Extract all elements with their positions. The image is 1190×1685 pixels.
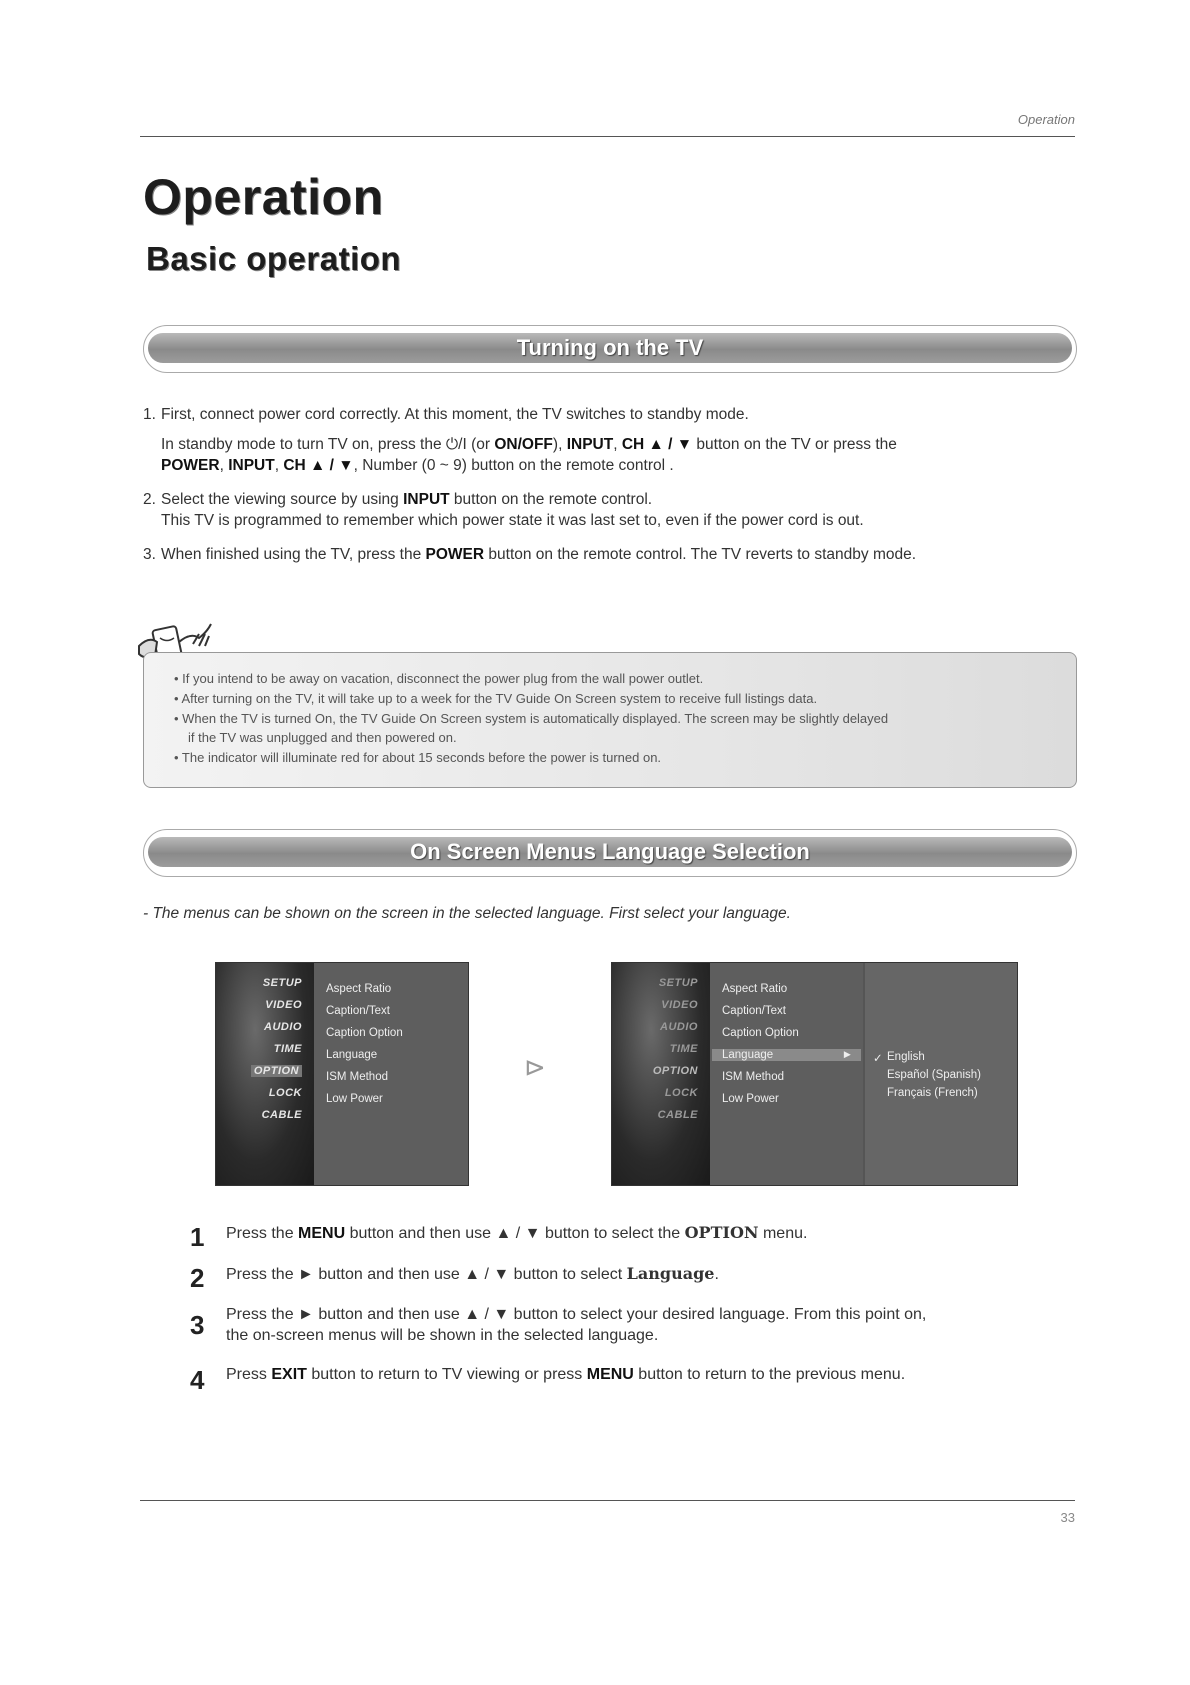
menu-items-panel <box>710 963 863 1185</box>
turning-on-steps <box>143 404 1073 565</box>
menu-item-caption-text: Caption/Text <box>326 1005 390 1017</box>
step-text-3: Press the ► button and then use ▲ / ▼ button to select your desired language. From this point on, the on-screen menus will be shown in the selected language. <box>226 1306 927 1344</box>
note-line-4: if the TV was unplugged and then powered on. <box>188 730 457 745</box>
menu-cat-setup: SETUP <box>262 977 302 989</box>
menu-screenshot-option <box>215 962 469 1186</box>
menu-cat-cable: CABLE <box>657 1109 698 1121</box>
menu-item-caption-option: Caption Option <box>722 1027 799 1039</box>
menu-item-low-power: Low Power <box>722 1093 779 1105</box>
menu-cat-setup: SETUP <box>658 977 698 989</box>
menu-item-aspect-ratio: Aspect Ratio <box>722 983 788 995</box>
menu-submenu-panel <box>865 963 1017 1185</box>
page-number: 33 <box>1060 1510 1075 1525</box>
menu-item-language: Language <box>326 1049 378 1061</box>
menu-item-low-power: Low Power <box>326 1093 383 1105</box>
note-line-3: • When the TV is turned On, the TV Guide On Screen system is automatically displayed. The screen may be slightly delayed <box>174 711 889 726</box>
step2: 2. Select the viewing source by using INPUT button on the remote control. This TV is programmed to remember which power state it was last set to, even if the power cord is out. <box>143 491 864 529</box>
menu-item-caption-text: Caption/Text <box>722 1005 786 1017</box>
step-number-3: 3 <box>190 1310 205 1340</box>
menu-item-caption-option: Caption Option <box>326 1027 403 1039</box>
menu-cat-audio: AUDIO <box>660 1021 698 1033</box>
menu-cat-option: OPTION <box>251 1065 302 1077</box>
language-intro: - The menus can be shown on the screen in the selected language. First select your language. <box>143 905 791 922</box>
note-box <box>143 652 1077 788</box>
menu-item-ism-method: ISM Method <box>326 1071 388 1083</box>
submenu-item-french: Français (French) <box>887 1087 978 1099</box>
menu-item-aspect-ratio: Aspect Ratio <box>326 983 392 995</box>
menu-cat-video: VIDEO <box>265 999 302 1011</box>
power-symbol: ⏻/I <box>445 436 467 453</box>
section-banner-turning-on <box>143 325 1077 373</box>
menu-cat-video: VIDEO <box>661 999 698 1011</box>
menu-cat-time: TIME <box>273 1043 302 1055</box>
step-number-4: 4 <box>190 1365 205 1395</box>
menu-category-panel <box>216 963 314 1185</box>
menu-cat-cable: CABLE <box>261 1109 302 1121</box>
step-text-1: Press the MENU button and then use ▲ / ▼ button to select the OPTION menu. <box>226 1223 808 1242</box>
banner-title: On Screen Menus Language Selection <box>410 839 810 864</box>
menu-cat-option: OPTION <box>652 1065 698 1077</box>
step1-line1: 1. First, connect power cord correctly. At this moment, the TV switches to standby mode. <box>143 406 749 423</box>
header-section-label: Operation <box>1017 112 1075 127</box>
note-line-1: • If you intend to be away on vacation, disconnect the power plug from the wall power outlet. <box>174 671 704 686</box>
transition-arrow-icon: ⊳ <box>524 1052 546 1082</box>
banner-title: Turning on the TV <box>516 335 704 360</box>
menu-cat-lock: LOCK <box>268 1087 302 1099</box>
menu-screenshot-language <box>611 962 1018 1186</box>
menu-cat-audio: AUDIO <box>264 1021 302 1033</box>
header-rule <box>140 136 1075 137</box>
page-title: Operation <box>143 169 384 225</box>
menu-item-ism-method: ISM Method <box>722 1071 784 1083</box>
submenu-item-spanish: Español (Spanish) <box>887 1069 981 1081</box>
note-line-5: • The indicator will illuminate red for about 15 seconds before the power is turned on. <box>174 750 662 765</box>
step-text-2: Press the ► button and then use ▲ / ▼ button to select Language. <box>226 1264 719 1283</box>
step-number-2: 2 <box>190 1263 205 1293</box>
submenu-item-english: English <box>887 1051 925 1063</box>
menu-items-panel <box>314 963 468 1185</box>
menu-arrow-right-icon: ► <box>841 1049 853 1061</box>
menu-category-panel <box>612 963 710 1185</box>
menu-item-language-selected: Language ► <box>712 1049 861 1061</box>
menu-cat-lock: LOCK <box>664 1087 698 1099</box>
step-text-4: Press EXIT button to return to TV viewing or press MENU button to return to the previous menu. <box>226 1366 906 1383</box>
menu-cat-time: TIME <box>669 1043 698 1055</box>
page-subtitle: Basic operation <box>146 240 402 277</box>
step3: 3. When finished using the TV, press the POWER button on the remote control. The TV reverts to standby mode. <box>143 546 917 563</box>
footer-rule <box>140 1500 1075 1501</box>
note-line-2: • After turning on the TV, it will take up to a week for the TV Guide On Screen system to receive full listings data. <box>174 691 818 706</box>
submenu-check-icon: ✓ <box>873 1053 883 1065</box>
step1-paragraph: In standby mode to turn TV on, press the ⏻/I (or ON/OFF), INPUT, CH ▲ / ▼ button on the TV or press the POWER, INPUT, CH ▲ / ▼, Number (0 ~ 9) button on the remote control . <box>161 436 897 474</box>
section-banner-language <box>143 829 1077 877</box>
step-number-1: 1 <box>190 1222 205 1252</box>
